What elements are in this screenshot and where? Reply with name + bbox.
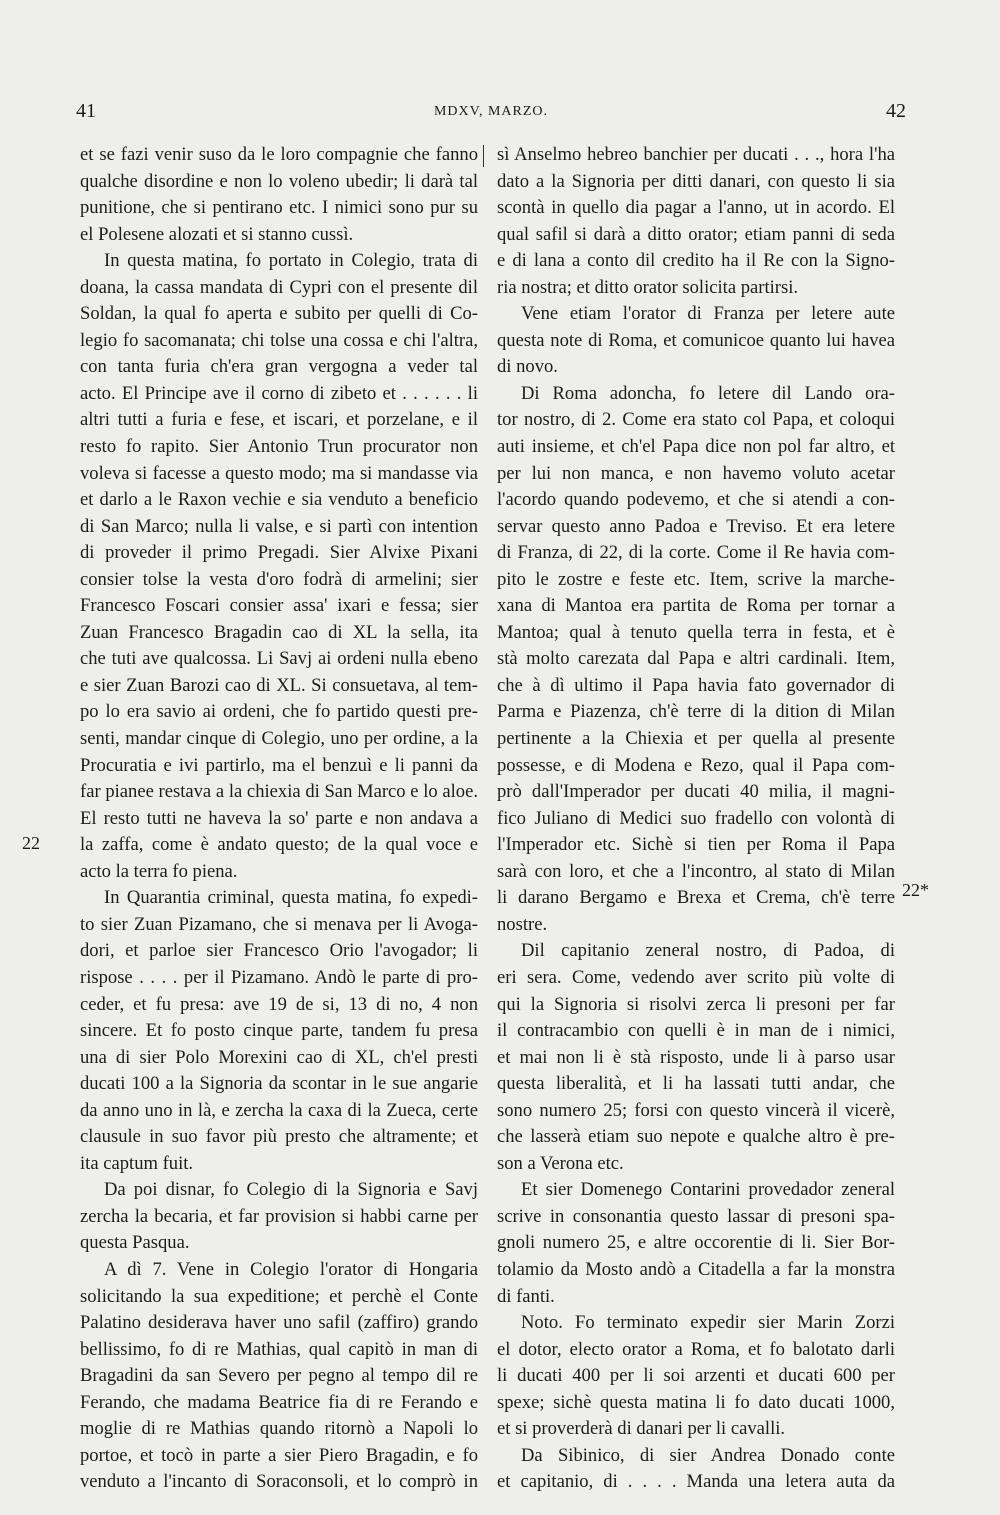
text-line: pito le zostre e feste etc. Item, scrive la marche- (497, 568, 895, 590)
text-line: fico Juliano di Medici suo fradello con volontà di (497, 807, 895, 829)
text-line: il contracambio con quelli è in man de i nimici, (497, 1020, 895, 1042)
text-line: l'Imperador etc. Sichè si tien per Roma il Papa (497, 834, 895, 856)
text-line: da anno uno in là, e zercha la caxa di la Zueca, certe (80, 1099, 478, 1121)
text-line: acto la terra fo piena. (80, 860, 238, 882)
text-line: possesse, e di Modena e Rezo, qual il Papa com- (497, 754, 895, 776)
text-line: questa liberalità, et li ha lassati tutti andar, che (497, 1073, 895, 1095)
text-line: Palatino desiderava haver uno safil (zaffiro) grando (80, 1312, 478, 1334)
text-line: el dotor, electo orator a Roma, et fo balotato darli (497, 1338, 895, 1360)
text-line: stà molto carezata dal Papa e altri cardinali. Item, (497, 648, 895, 670)
text-line: ria nostra; et ditto orator solicita partirsi. (497, 276, 799, 298)
text-line: per lui non manca, e non havemo voluto acetar (497, 462, 895, 484)
text-line: ceder, et fu presa: ave 19 de si, 13 di no, 4 non (80, 993, 478, 1015)
text-line: di San Marco; nulla li valse, e si partì con intention (80, 515, 478, 537)
text-line: la zaffa, come è andato questo; de la qual voce e (80, 834, 478, 856)
text-line: Ferando, che madama Beatrice fia di re Ferando e (80, 1391, 478, 1413)
text-line: et darlo a le Raxon vechie e sia venduto a beneficio (80, 489, 478, 511)
text-line: altri tutti a furia e fese, et iscari, et porzelane, e il (80, 409, 478, 431)
text-line: pertinente a la Chiexia et per quella al presente (497, 728, 895, 750)
text-line: tor nostro, di 2. Come era stato col Papa, et coloqui (497, 409, 895, 431)
text-line: gnoli numero 25, e altre occorentie di li. Sier Bor- (497, 1232, 895, 1254)
page-number-right: 42 (886, 100, 906, 122)
text-line: dato a la Signoria per ditti danari, con questo li sia (497, 170, 895, 192)
text-line: moglie di re Mathias quando ritornò a Napoli lo (80, 1418, 478, 1440)
text-line: Di Roma adoncha, fo letere dil Lando ora- (521, 382, 895, 404)
text-line: clausule in suo favor più presto che altramente; et (80, 1126, 478, 1148)
text-line: spexe; sichè questa matina li fo dato ducati 1000, (497, 1391, 895, 1413)
text-line: Bragadini da san Severo per pegno al tempo dil re (80, 1365, 478, 1387)
text-line: qual safil si darà a ditto orator; etiam panni di seda (497, 223, 895, 245)
text-line: ducati 100 a la Signoria da scontar in le sue angarie (80, 1073, 478, 1095)
text-line: sincere. Et fo posto cinque parte, tandem fu presa (80, 1020, 478, 1042)
text-line: bellissimo, fo di re Mathias, qual capitò in man di (80, 1338, 478, 1360)
text-line: sì Anselmo hebreo banchier per ducati . . ., hora l'ha (497, 144, 895, 165)
column-divider (483, 145, 484, 167)
text-line: rispose . . . . per il Pizamano. Andò le parte di pro- (80, 966, 478, 988)
text-line: sono numero 25; forsi con questo vincerà il vicerè, (497, 1099, 895, 1121)
text-line: servar questo anno Padoa e Treviso. Et era letere (497, 515, 895, 537)
text-line: et capitanio, di . . . . Manda una letera auta da (497, 1471, 895, 1493)
text-line: venduto a l'incanto di Soraconsoli, et lo comprò in (80, 1471, 478, 1493)
text-line: solicitando la sua expeditione; et perchè el Conte (80, 1285, 478, 1307)
text-line: et si proverderà di danari per li cavalli. (497, 1418, 786, 1440)
text-line: li darano Bergamo e Brexa et Crema, ch'è terre (497, 887, 895, 909)
text-line: doana, la cassa mandata di Cypri con el presente dil (80, 276, 478, 298)
text-line: senti, mandar cinque di Colegio, uno per ordine, a la (80, 728, 478, 750)
margin-number-left: 22 (22, 833, 40, 853)
text-line: portoe, et tocò in parte a sier Piero Bragadin, e fo (80, 1444, 478, 1466)
page-number-left: 41 (76, 100, 96, 122)
text-line: l'acordo quando podevemo, et che si atendi a con- (497, 489, 895, 511)
running-title: MDXV, MARZO. (433, 104, 549, 119)
text-line: di proveder il primo Pregadi. Sier Alvixe Pixani (80, 542, 478, 564)
text-line: tolamio da Mosto andò a Citadella a far la monstra (497, 1258, 895, 1280)
text-line: e sier Zuan Barozi cao di XL. Si consuetava, al tem- (80, 674, 478, 696)
text-line: In questa matina, fo portato in Colegio, trata di (104, 250, 478, 272)
text-line: Et sier Domenego Contarini provedador zeneral (521, 1179, 895, 1201)
text-line: punitione, che si pentirano etc. I nimici sono pur su (80, 197, 478, 219)
text-line: el Polesene alozati et si stanno cussì. (80, 223, 354, 245)
text-line: dori, et parloe sier Francesco Orio l'avogador; li (80, 940, 478, 962)
text-line: che tuti ave qualcossa. Li Savj ai ordeni nulla ebeno (80, 648, 478, 670)
text-line: far pianee restava a la chiexia di San Marco e lo aloe. (80, 781, 478, 803)
text-line: acto. El Principe ave il corno di zibeto et . . . . . . li (80, 382, 478, 404)
text-line: legio fo sacomanata; chi tolse una cossa e chi l'altra, (80, 329, 478, 351)
text-line: prò dall'Imperador per ducati 40 milia, il magni- (497, 781, 895, 803)
text-line: resto fo rapito. Sier Antonio Trun procurator non (80, 436, 478, 458)
text-line: con tanta furia ch'era gran vergogna a veder tal (80, 356, 478, 378)
text-line: Vene etiam l'orator di Franza per letere aute (521, 303, 895, 325)
text-line: Parma e Piazenza, ch'è terre di la dition di Milan (497, 701, 895, 723)
text-line: sarà con loro, et che a l'incontro, al stato di Milan (497, 860, 895, 882)
text-line: consier tolse la vesta d'oro fodrà di armelini; sier (80, 568, 478, 590)
text-line: A dì 7. Vene in Colegio l'orator di Hongaria (104, 1258, 478, 1280)
text-line: son a Verona etc. (497, 1152, 624, 1174)
text-line: qualche disordine e non lo voleno ubedir; li darà tal (80, 170, 478, 192)
text-line: questa note di Roma, et comunicoe quanto lui havea (497, 329, 895, 351)
text-line: di novo. (497, 356, 558, 378)
text-line: Procuratia e ivi partirlo, ma el benzuì e li panni da (80, 754, 478, 776)
text-line: ita captum fuit. (80, 1152, 194, 1174)
text-line: xana di Mantoa era partita de Roma per tornar a (497, 595, 895, 617)
left-column (80, 142, 478, 1496)
text-line: scontà in quello dia pagar a l'anno, ut in acordo. El (497, 197, 895, 219)
text-line: di fanti. (497, 1285, 555, 1307)
text-line: che à dì ultimo il Papa havia fato governador di (497, 674, 895, 696)
text-line: et mai non li è stà risposto, unde li à parso usar (497, 1046, 895, 1068)
text-line: questa Pasqua. (80, 1232, 190, 1254)
right-column (497, 142, 895, 1496)
text-line: Francesco Foscari consier assa' ixari e fessa; sier (80, 595, 478, 617)
text-line: eri sera. Come, vedendo aver scrito più volte di (497, 966, 895, 988)
text-line: In Quarantia criminal, questa matina, fo expedi- (104, 887, 478, 909)
text-line: che lasserà etiam suo nepote e qualche altro è pre- (497, 1126, 895, 1148)
text-line: Da Sibinico, di sier Andrea Donado conte (521, 1444, 895, 1466)
text-line: to sier Zuan Pizamano, che si menava per li Avoga- (80, 913, 478, 935)
text-line: auti insieme, et ch'el Papa dice non pol far altro, et (497, 436, 895, 458)
text-line: Dil capitanio zeneral nostro, di Padoa, di (521, 940, 895, 962)
text-line: et se fazi venir suso da le loro compagnie che fanno (80, 144, 478, 165)
text-line: El resto tutti ne haveva la so' parte e non andava a (80, 807, 478, 829)
text-line: nostre. (497, 913, 548, 935)
text-line: li ducati 400 per li soi arzenti et ducati 600 per (497, 1365, 895, 1387)
text-line: Mantoa; qual à tenuto quella terra in festa, et è (497, 621, 895, 643)
text-line: di Franza, di 22, di la corte. Come il Re havia com- (497, 542, 895, 564)
text-line: Zuan Francesco Bragadin cao di XL la sella, ita (80, 621, 478, 643)
running-header (76, 100, 906, 130)
text-line: una di sier Polo Morexini cao di XL, ch'el presti (80, 1046, 478, 1068)
text-line: Soldan, la qual fo aperta e subito per quelli di Co- (80, 303, 478, 325)
text-line: Noto. Fo terminato expedir sier Marin Zorzi (521, 1312, 895, 1334)
text-line: po lo era savio ai ordeni, che fo partido questi pre- (80, 701, 478, 723)
text-line: scrive in consonantia questo lassar di presoni spa- (497, 1205, 895, 1227)
margin-number-right: 22* (902, 880, 929, 900)
text-line: qui la Signoria si risolvi zerca li presoni per far (497, 993, 895, 1015)
text-line: voleva si facesse a questo modo; ma si mandasse via (80, 462, 478, 484)
text-line: zercha la becaria, et far provision si habbi carne per (80, 1205, 478, 1227)
text-line: Da poi disnar, fo Colegio di la Signoria e Savj (104, 1179, 478, 1201)
text-line: e di lana a conto dil credito ha il Re con la Signo- (497, 250, 895, 272)
